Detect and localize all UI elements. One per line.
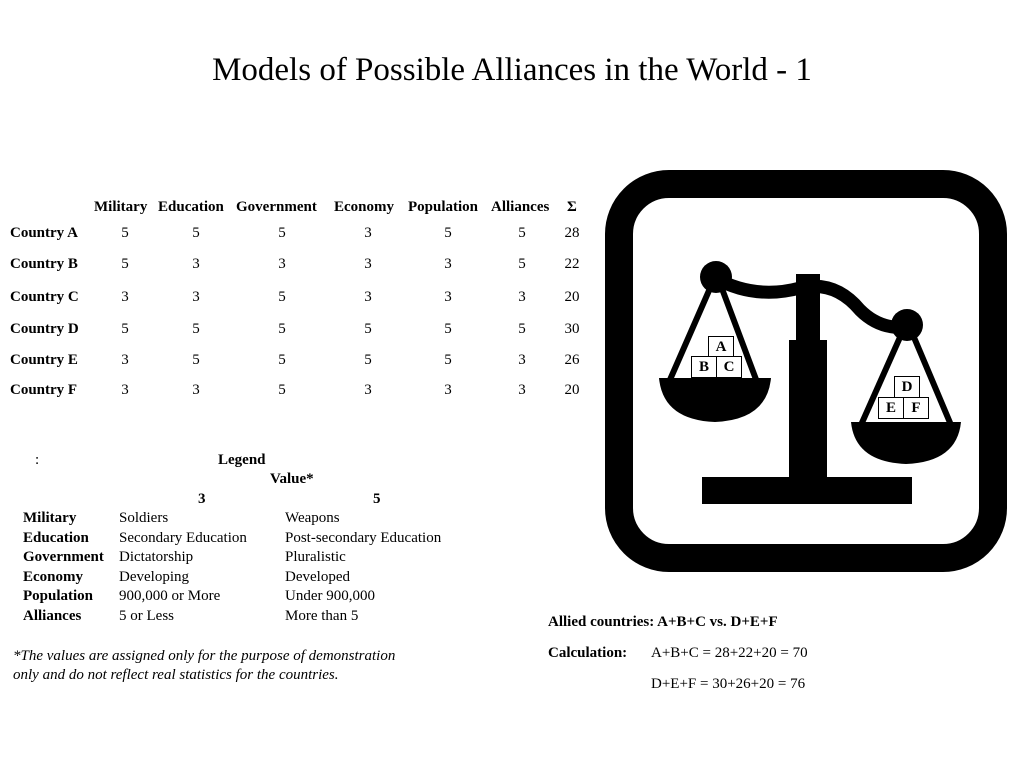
legend-value-header: Value*	[270, 471, 314, 487]
row-label: Country A	[10, 225, 78, 241]
table-cell-total: 20	[564, 289, 580, 305]
table-cell: 3	[518, 289, 526, 305]
legend-row-label: Economy	[23, 568, 83, 585]
table-cell: 3	[444, 382, 452, 398]
table-cell-total: 30	[564, 321, 580, 337]
table-cell: 5	[192, 321, 200, 337]
table-cell: 5	[364, 321, 372, 337]
table-cell: 3	[121, 352, 129, 368]
legend-row-label: Education	[23, 529, 89, 546]
legend-value: Weapons	[285, 510, 340, 526]
table-cell: 5	[121, 225, 129, 241]
block-a: A	[708, 336, 734, 358]
legend-value: Soldiers	[119, 510, 169, 526]
block-b: B	[691, 356, 717, 378]
legend-value: Dictatorship	[119, 549, 194, 566]
legend-value: 5 or Less	[119, 607, 174, 624]
col-header-military: Military	[94, 199, 148, 215]
calc-abc: A+B+C = 28+22+20 = 70	[651, 645, 808, 661]
table-cell: 3	[192, 256, 200, 272]
legend-value: Developed	[285, 568, 350, 585]
table-cell-total: 22	[564, 256, 580, 272]
legend-value: 900,000 or More	[119, 588, 221, 605]
table-cell: 3	[364, 225, 372, 241]
table-cell: 3	[121, 289, 129, 305]
legend-col-5: 5	[373, 491, 381, 507]
legend-value: Post-secondary Education	[285, 529, 442, 546]
legend-rows	[23, 509, 104, 627]
table-cell: 3	[278, 256, 286, 272]
footnote-line: *The values are assigned only for the purpose of demonstration	[13, 648, 396, 664]
table-cell-total: 26	[564, 352, 580, 368]
row-label: Country D	[10, 321, 79, 337]
table-cell: 3	[364, 382, 372, 398]
table-cell: 5	[278, 352, 286, 368]
table-cell: 5	[278, 225, 286, 241]
table-cell: 3	[121, 382, 129, 398]
footnote-line: only and do not reflect real statistics for the countries.	[13, 667, 339, 683]
table-cell: 5	[518, 256, 526, 272]
table-cell: 5	[444, 225, 452, 241]
legend-value: Under 900,000	[285, 588, 375, 605]
col-header-economy: Economy	[334, 199, 394, 215]
table-cell: 3	[444, 289, 452, 305]
calc-label: Calculation:	[548, 645, 628, 661]
legend-colon: :	[35, 452, 40, 468]
table-cell: 3	[518, 382, 526, 398]
row-label: Country C	[10, 289, 79, 305]
legend-row-label: Population	[23, 588, 94, 605]
block-d: D	[894, 376, 920, 398]
table-cell: 5	[278, 289, 286, 305]
table-cell: 5	[278, 382, 286, 398]
table-cell: 3	[364, 256, 372, 272]
legend-values-5	[285, 509, 441, 627]
balance-scale-icon	[605, 170, 1007, 572]
table-cell: 5	[444, 321, 452, 337]
legend-values-3	[119, 509, 247, 627]
legend-value: More than 5	[285, 607, 359, 624]
allied-heading: Allied countries: A+B+C vs. D+E+F	[548, 614, 778, 630]
calc-def: D+E+F = 30+26+20 = 76	[651, 676, 806, 692]
table-cell: 3	[364, 289, 372, 305]
footnote	[13, 647, 473, 685]
legend-value: Developing	[119, 568, 189, 585]
table-cell: 5	[444, 352, 452, 368]
legend-row-label: Government	[23, 549, 104, 566]
block-c: C	[716, 356, 742, 378]
table-cell: 5	[518, 225, 526, 241]
table-cell: 3	[192, 382, 200, 398]
table-cell: 3	[444, 256, 452, 272]
row-label: Country E	[10, 352, 78, 368]
table-cell: 5	[192, 225, 200, 241]
col-header-education: Education	[158, 199, 224, 215]
block-e: E	[878, 397, 904, 419]
table-cell: 5	[278, 321, 286, 337]
legend-col-3: 3	[198, 491, 206, 507]
table-cell: 5	[192, 352, 200, 368]
table-cell: 3	[192, 289, 200, 305]
col-header-sum: Σ	[567, 199, 577, 215]
table-cell: 3	[518, 352, 526, 368]
table-cell: 5	[121, 256, 129, 272]
legend-value: Pluralistic	[285, 549, 346, 566]
col-header-alliances: Alliances	[491, 199, 550, 215]
row-label: Country B	[10, 256, 78, 272]
table-cell: 5	[121, 321, 129, 337]
col-header-government: Government	[236, 199, 317, 215]
table-cell-total: 28	[564, 225, 580, 241]
block-f: F	[903, 397, 929, 419]
legend-value: Secondary Education	[119, 529, 247, 546]
col-header-population: Population	[408, 199, 479, 215]
page-title: Models of Possible Alliances in the World - 1	[212, 52, 812, 88]
table-cell-total: 20	[564, 382, 580, 398]
legend-title: Legend	[218, 452, 266, 468]
legend-row-label: Alliances	[23, 607, 82, 624]
table-cell: 5	[518, 321, 526, 337]
row-label: Country F	[10, 382, 78, 398]
legend-row-label: Military	[23, 510, 77, 526]
table-cell: 5	[364, 352, 372, 368]
